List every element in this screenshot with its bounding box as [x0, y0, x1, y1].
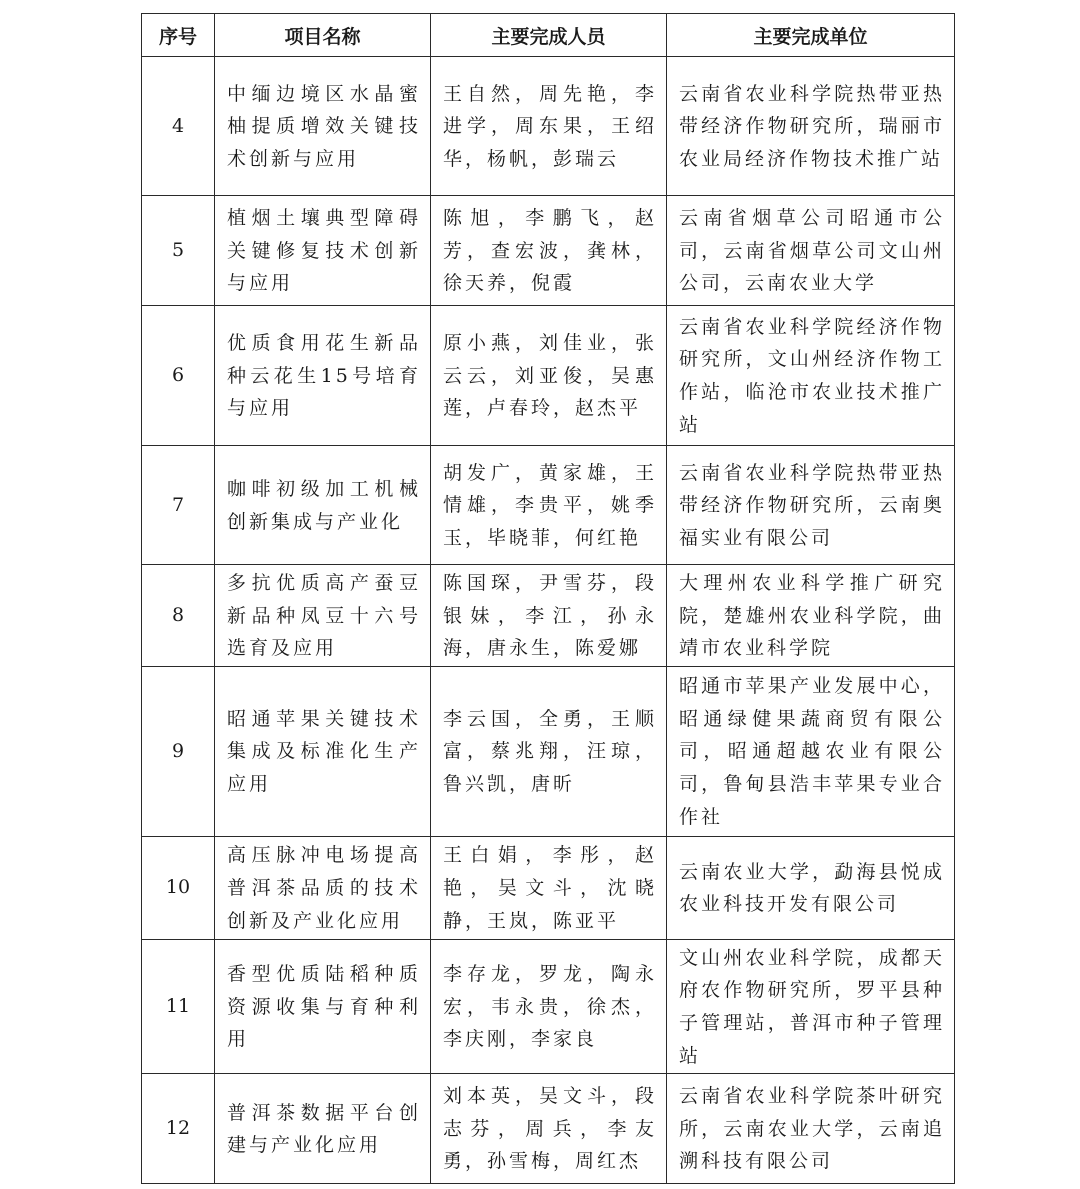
row-project: 中缅边境区水晶蜜柚提质增效关键技术创新与应用: [215, 57, 431, 196]
header-units: 主要完成单位: [667, 14, 955, 57]
table-row: [142, 939, 955, 1073]
row-members: 王白娟，李彤，赵艳，吴文斗，沈晓静，王岚，陈亚平: [431, 836, 667, 939]
header-index: 序号: [142, 14, 215, 57]
table-row: [142, 1074, 955, 1184]
row-project: 植烟土壤典型障碍关键修复技术创新与应用: [215, 196, 431, 306]
row-units: 文山州农业科学院，成都天府农作物研究所，罗平县种子管理站，普洱市种子管理站: [667, 939, 955, 1073]
row-project: 昭通苹果关键技术集成及标准化生产应用: [215, 666, 431, 836]
table-row: [142, 196, 955, 306]
row-units: 云南省农业科学院热带亚热带经济作物研究所，瑞丽市农业局经济作物技术推广站: [667, 57, 955, 196]
row-index: 4: [142, 57, 215, 196]
row-index: 12: [142, 1074, 215, 1184]
row-project: 普洱茶数据平台创建与产业化应用: [215, 1074, 431, 1184]
table-body: [142, 57, 955, 1184]
row-project: 高压脉冲电场提高普洱茶品质的技术创新及产业化应用: [215, 836, 431, 939]
table-row: [142, 306, 955, 446]
table-row: [142, 57, 955, 196]
row-index: 10: [142, 836, 215, 939]
row-units: 云南省农业科学院热带亚热带经济作物研究所，云南奥福实业有限公司: [667, 446, 955, 565]
table-row: [142, 836, 955, 939]
row-members: 陈旭，李鹏飞，赵芳，查宏波，龚林，徐天养，倪霞: [431, 196, 667, 306]
row-members: 胡发广，黄家雄，王情雄，李贵平，姚季玉，毕晓菲，何红艳: [431, 446, 667, 565]
row-units: 云南农业大学，勐海县悦成农业科技开发有限公司: [667, 836, 955, 939]
row-index: 7: [142, 446, 215, 565]
header-project: 项目名称: [215, 14, 431, 57]
row-index: 9: [142, 666, 215, 836]
table-row: [142, 666, 955, 836]
row-index: 11: [142, 939, 215, 1073]
row-members: 原小燕，刘佳业，张云云，刘亚俊，吴惠莲，卢春玲，赵杰平: [431, 306, 667, 446]
row-members: 李云国，全勇，王顺富，蔡兆翔，汪琼，鲁兴凯，唐昕: [431, 666, 667, 836]
row-project: 优质食用花生新品种云花生15号培育与应用: [215, 306, 431, 446]
awards-table: [141, 13, 955, 1184]
row-units: 云南省农业科学院经济作物研究所，文山州经济作物工作站，临沧市农业技术推广站: [667, 306, 955, 446]
row-project: 香型优质陆稻种质资源收集与育种利用: [215, 939, 431, 1073]
row-members: 刘本英，吴文斗，段志芬，周兵，李友勇，孙雪梅，周红杰: [431, 1074, 667, 1184]
row-index: 6: [142, 306, 215, 446]
row-members: 王自然，周先艳，李进学，周东果，王绍华，杨帆，彭瑞云: [431, 57, 667, 196]
row-index: 5: [142, 196, 215, 306]
header-row: [142, 14, 955, 57]
row-members: 陈国琛，尹雪芬，段银妹，李江，孙永海，唐永生，陈爱娜: [431, 565, 667, 667]
row-index: 8: [142, 565, 215, 667]
table-row: [142, 565, 955, 667]
row-units: 昭通市苹果产业发展中心，昭通绿健果蔬商贸有限公司，昭通超越农业有限公司，鲁甸县浩丰苹果专业合作社: [667, 666, 955, 836]
row-units: 大理州农业科学推广研究院，楚雄州农业科学院，曲靖市农业科学院: [667, 565, 955, 667]
table-header: [142, 14, 955, 57]
row-project: 咖啡初级加工机械创新集成与产业化: [215, 446, 431, 565]
table-row: [142, 446, 955, 565]
row-members: 李存龙，罗龙，陶永宏，韦永贵，徐杰，李庆刚，李家良: [431, 939, 667, 1073]
row-units: 云南省农业科学院茶叶研究所，云南农业大学，云南追溯科技有限公司: [667, 1074, 955, 1184]
row-units: 云南省烟草公司昭通市公司，云南省烟草公司文山州公司，云南农业大学: [667, 196, 955, 306]
header-members: 主要完成人员: [431, 14, 667, 57]
row-project: 多抗优质高产蚕豆新品种凤豆十六号选育及应用: [215, 565, 431, 667]
